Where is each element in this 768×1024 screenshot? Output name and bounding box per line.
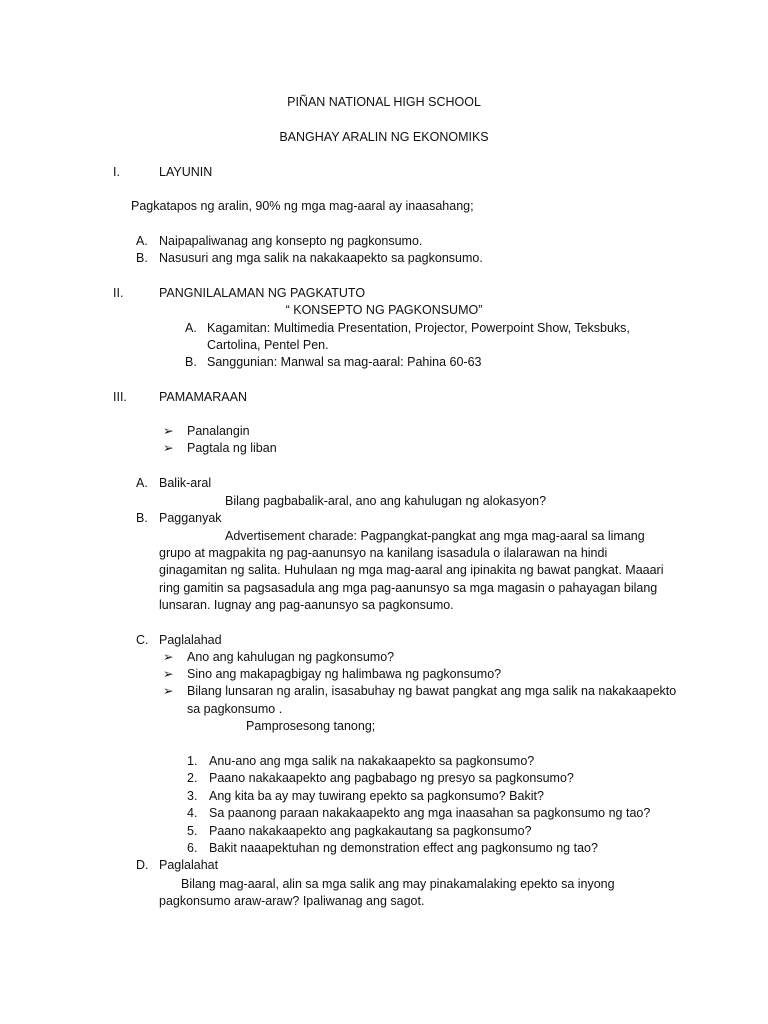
generalization-title: Paglalahat [159, 858, 219, 872]
content-a-line1: Kagamitan: Multimedia Presentation, Projector, Powerpoint Show, Teksbuks, [207, 321, 630, 335]
content-a-line2: Cartolina, Pentel Pen. [207, 338, 329, 352]
question-3: Ang kita ba ay may tuwirang epekto sa pagkonsumo? Bakit? [209, 789, 544, 803]
objectives-intro: Pagkatapos ng aralin, 90% ng mga mag-aaral ay inaasahang; [131, 199, 474, 213]
question-1-number: 1. [187, 754, 198, 768]
arrowhead-bullet-icon: ➢ [163, 650, 174, 664]
presentation-marker: C. [136, 633, 149, 647]
review-marker: A. [136, 476, 148, 490]
list-item [163, 683, 676, 700]
motivation-line-5: lunsaran. Iugnay ang pag-aanunsyo sa pagkonsumo. [159, 598, 454, 612]
processing-questions-heading: Pamprosesong tanong; [246, 719, 376, 733]
section-1-title: LAYUNIN [159, 165, 213, 179]
motivation-title: Pagganyak [159, 511, 222, 525]
content-b-marker: B. [185, 355, 197, 369]
motivation-line-2: grupo at magpakita ng pag-aanunsyo na kanilang isasadula o ilalarawan na hindi [159, 546, 608, 560]
motivation-line-4: ring gamitin sa pagsasadula ang mga pag-aanunsyo sa mga magasin o pahayagan bilang [159, 581, 658, 595]
presentation-bullet-1: Ano ang kahulugan ng pagkonsumo? [187, 650, 395, 664]
list-item [163, 649, 394, 666]
school-name: PIÑAN NATIONAL HIGH SCHOOL [287, 95, 481, 109]
topic-title: “ KONSEPTO NG PAGKONSUMO” [285, 303, 483, 317]
question-2: Paano nakakaapekto ang pagbabago ng presyo sa pagkonsumo? [209, 771, 574, 785]
generalization-line-1: Bilang mag-aaral, alin sa mga salik ang may pinakamalaking epekto sa inyong [181, 877, 615, 891]
preliminary-prayer: Panalangin [187, 424, 250, 438]
question-5: Paano nakakaapekto ang pagkakautang sa pagkonsumo? [209, 824, 532, 838]
content-b-line1: Sanggunian: Manwal sa mag-aaral: Pahina 60-63 [207, 355, 482, 369]
list-item [163, 423, 250, 440]
review-question: Bilang pagbabalik-aral, ano ang kahulugan ng alokasyon? [225, 494, 547, 508]
list-item [163, 440, 277, 457]
generalization-marker: D. [136, 858, 149, 872]
review-title: Balik-aral [159, 476, 212, 490]
motivation-line-3: ginagamitan ng salita. Huhulaan ng mga mag-aaral ang ipinakita ng bawat pangkat. Maaari [159, 563, 664, 577]
motivation-marker: B. [136, 511, 148, 525]
question-6-number: 6. [187, 841, 198, 855]
question-3-number: 3. [187, 789, 198, 803]
objective-a-marker: A. [136, 234, 148, 248]
lesson-plan-title: BANGHAY ARALIN NG EKONOMIKS [279, 130, 489, 144]
presentation-bullet-3: Bilang lunsaran ng aralin, isasabuhay ng bawat pangkat ang mga salik na nakakaapekto [187, 684, 677, 698]
objective-a-text: Naipapaliwanag ang konsepto ng pagkonsumo. [159, 234, 423, 248]
section-2-title: PANGNILALAMAN NG PAGKATUTO [159, 286, 366, 300]
presentation-bullet-2: Sino ang makapagbigay ng halimbawa ng pagkonsumo? [187, 667, 502, 681]
generalization-line-2: pagkonsumo araw-araw? Ipaliwanag ang sagot. [159, 894, 425, 908]
question-4-number: 4. [187, 806, 198, 820]
objective-b-marker: B. [136, 251, 148, 265]
list-item [163, 666, 501, 683]
question-5-number: 5. [187, 824, 198, 838]
arrowhead-bullet-icon: ➢ [163, 667, 174, 681]
arrowhead-bullet-icon: ➢ [163, 441, 174, 455]
arrowhead-bullet-icon: ➢ [163, 424, 174, 438]
question-2-number: 2. [187, 771, 198, 785]
section-1-numeral: I. [113, 165, 120, 179]
presentation-bullet-3-cont: sa pagkonsumo . [187, 702, 283, 716]
preliminary-attendance: Pagtala ng liban [187, 441, 277, 455]
arrowhead-bullet-icon: ➢ [163, 684, 174, 698]
question-6: Bakit naaapektuhan ng demonstration effect ang pagkonsumo ng tao? [209, 841, 598, 855]
motivation-line-1: Advertisement charade: Pagpangkat-pangkat ang mga mag-aaral sa limang [225, 529, 645, 543]
objective-b-text: Nasusuri ang mga salik na nakakaapekto sa pagkonsumo. [159, 251, 483, 265]
section-3-title: PAMAMARAAN [159, 390, 247, 404]
content-a-marker: A. [185, 321, 197, 335]
question-1: Anu-ano ang mga salik na nakakaapekto sa pagkonsumo? [209, 754, 535, 768]
presentation-title: Paglalahad [159, 633, 222, 647]
section-2-numeral: II. [113, 286, 124, 300]
question-4: Sa paanong paraan nakakaapekto ang mga inaasahan sa pagkonsumo ng tao? [209, 806, 651, 820]
section-3-numeral: III. [113, 390, 127, 404]
